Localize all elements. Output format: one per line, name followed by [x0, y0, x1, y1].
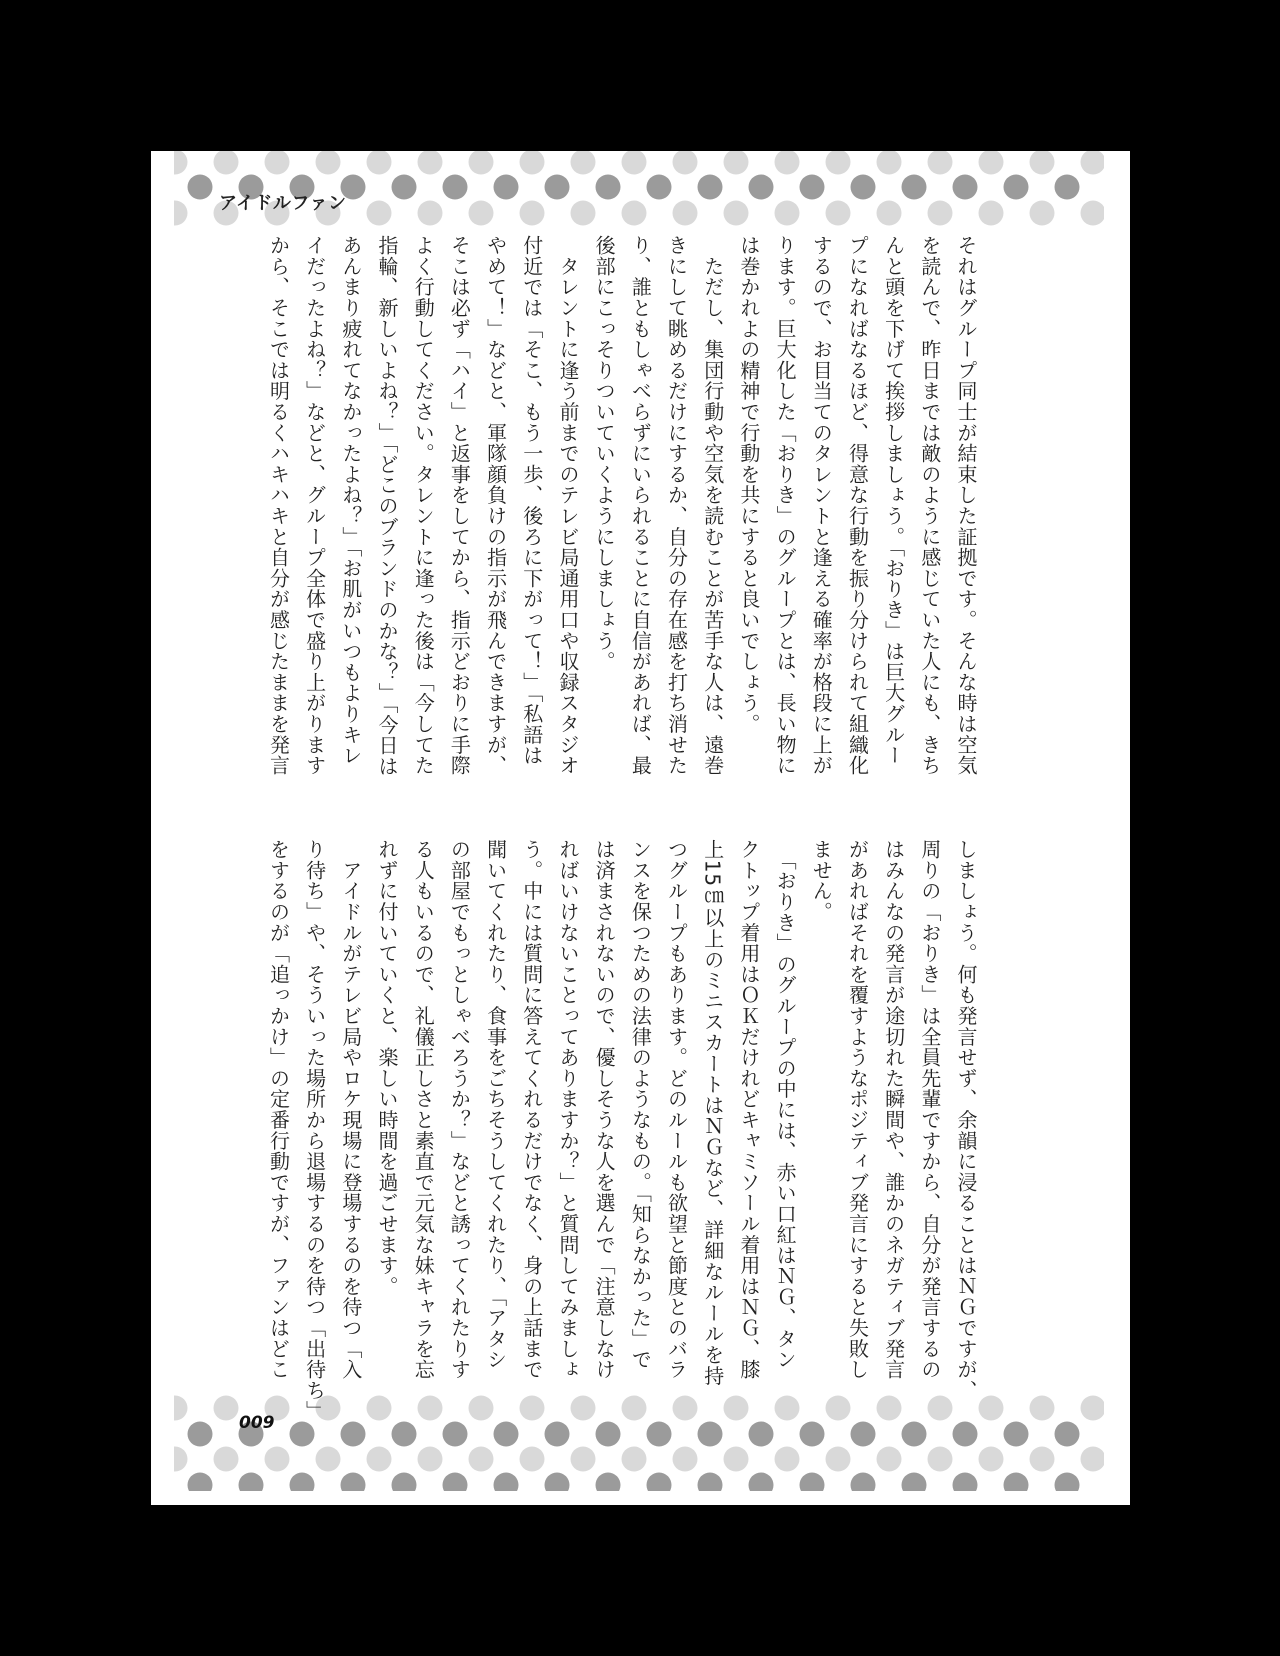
text-column: は巻かれよの精神で行動を共にすると良いでしょう。	[736, 235, 761, 735]
dark-dot	[749, 175, 774, 200]
light-dot	[775, 1447, 800, 1472]
light-dot	[316, 1447, 341, 1472]
light-dot	[1081, 201, 1106, 226]
light-dot	[877, 201, 902, 226]
light-dot	[979, 201, 1004, 226]
light-dot	[877, 1447, 902, 1472]
dark-dot	[800, 1473, 825, 1498]
dark-dot	[1004, 1473, 1029, 1498]
text-column: するので、お目当てのタレントと逢える確率が格段に上が	[809, 235, 834, 776]
dark-dot	[596, 1422, 621, 1447]
text-column: り待ち」や、そういった場所から退場するのを待つ「出待ち」	[302, 839, 327, 1422]
text-column: 指輪、新しいよね？」「どこのブランドのかな？」「今日は	[375, 235, 399, 777]
dark-dot	[698, 1473, 723, 1498]
dark-dot	[851, 175, 876, 200]
light-dot	[928, 1447, 953, 1472]
text-column: があればそれを覆すようなポジティブ発言にすると失敗し	[845, 839, 870, 1380]
dark-dot	[902, 1422, 927, 1447]
text-column: それはグループ同士が結束した証拠です。そんな時は空気	[954, 235, 978, 776]
text-column: クトップ着用はＯＫだけれどキャミソール着用はＮＧ、膝	[736, 839, 761, 1380]
light-dot	[469, 151, 494, 175]
light-dot	[622, 1447, 647, 1472]
light-dot	[163, 1396, 188, 1421]
light-dot	[1030, 1396, 1055, 1421]
text-column: ません。	[809, 839, 834, 923]
light-dot	[418, 201, 443, 226]
light-dot	[163, 201, 188, 226]
text-column: れずに付いていくと、楽しい時間を過ごせます。	[375, 839, 399, 1297]
text-column: よく行動してください。タレントに逢った後は「今してた	[411, 235, 436, 776]
dark-dot	[902, 1473, 927, 1498]
light-dot	[163, 1447, 188, 1472]
page-number: 009	[239, 1413, 275, 1433]
text-column: をするのが「追っかけ」の定番行動ですが、ファンはどこ	[266, 839, 291, 1380]
light-dot	[1081, 1447, 1106, 1472]
light-dot	[367, 201, 392, 226]
dark-dot	[596, 175, 621, 200]
light-dot	[724, 1447, 749, 1472]
text-column: 「おりき」のグループの中には、赤い口紅はＮＧ、タン	[773, 839, 798, 1370]
dark-dot	[341, 1422, 366, 1447]
text-column: 付近では「そこ、もう一歩、後ろに下がって！」「私語は	[519, 235, 544, 766]
dark-dot	[800, 1422, 825, 1447]
dark-dot	[341, 1473, 366, 1498]
dark-dot	[545, 1473, 570, 1498]
text-column: タレントに逢う前までのテレビ局通用口や収録スタジオ	[555, 235, 580, 776]
light-dot	[724, 151, 749, 175]
dark-dot	[494, 1473, 519, 1498]
light-dot	[367, 1447, 392, 1472]
light-dot	[1081, 151, 1106, 175]
light-dot	[214, 151, 239, 175]
dark-dot	[800, 175, 825, 200]
text-block-bottom	[260, 839, 984, 1422]
dark-dot	[494, 175, 519, 200]
light-dot	[214, 1447, 239, 1472]
dark-dot	[392, 175, 417, 200]
text-column: う。中には質問に答えてくれるだけでなく、身の上話まで	[519, 839, 544, 1380]
light-dot	[775, 151, 800, 175]
dark-dot	[1055, 175, 1080, 200]
dark-dot	[698, 1422, 723, 1447]
dark-dot	[290, 1473, 315, 1498]
text-column: 聞いてくれたり、食事をごちそうしてくれたり、「アタシ	[483, 839, 508, 1370]
running-header: アイドルファン	[219, 193, 347, 214]
light-dot	[418, 1447, 443, 1472]
dark-dot	[902, 175, 927, 200]
light-dot	[826, 201, 851, 226]
dark-dot	[953, 1422, 978, 1447]
dark-dot	[851, 1422, 876, 1447]
light-dot	[520, 201, 545, 226]
light-dot	[571, 201, 596, 226]
book-page	[151, 151, 1130, 1505]
text-column: ります。巨大化した「おりき」のグループとは、長い物に	[773, 235, 798, 776]
light-dot	[979, 151, 1004, 175]
dark-dot	[749, 1422, 774, 1447]
text-column: の部屋でもっとしゃべろうか？」などと誘ってくれたりす	[447, 839, 472, 1380]
text-column: 周りの「おりき」は全員先輩ですから、自分が発言するの	[917, 839, 942, 1380]
text-column: を読んで、昨日までは敵のように感じていた人にも、きち	[917, 235, 942, 776]
dark-dot	[188, 175, 213, 200]
light-dot	[673, 1447, 698, 1472]
text-column: しましょう。何も発言せず、余韻に浸ることはＮＧですが、	[954, 839, 978, 1401]
dark-dot	[392, 1422, 417, 1447]
dark-dot	[290, 1422, 315, 1447]
light-dot	[724, 201, 749, 226]
light-dot	[520, 1447, 545, 1472]
text-column: きにして眺めるだけにするか、自分の存在感を打ち消せた	[664, 235, 689, 776]
text-column: ればいけないことってありますか？」と質問してみましょ	[555, 839, 580, 1380]
dark-dot	[647, 1422, 672, 1447]
light-dot	[877, 151, 902, 175]
light-dot	[928, 151, 953, 175]
text-column: ンスを保つための法律のようなもの。「知らなかった」で	[628, 839, 653, 1370]
light-dot	[1030, 151, 1055, 175]
light-dot	[1030, 201, 1055, 226]
light-dot	[979, 1447, 1004, 1472]
light-dot	[928, 201, 953, 226]
light-dot	[316, 151, 341, 175]
text-block-top	[260, 235, 984, 810]
dark-dot	[1055, 1473, 1080, 1498]
light-dot	[265, 151, 290, 175]
light-dot	[214, 1396, 239, 1421]
dark-dot	[953, 1473, 978, 1498]
text-column: イだったよね？」などと、グループ全体で盛り上がります	[302, 235, 327, 776]
text-column: つグループもあります。どのルールも欲望と節度とのバラ	[664, 839, 689, 1380]
dark-dot	[953, 175, 978, 200]
text-column: 後部にこっそりついていくようにしましょう。	[592, 235, 617, 672]
light-dot	[418, 151, 443, 175]
light-dot	[469, 1447, 494, 1472]
dark-dot	[851, 1473, 876, 1498]
light-dot	[673, 151, 698, 175]
text-column: から、そこでは明るくハキハキと自分が感じたままを発言	[266, 235, 291, 776]
dark-dot	[698, 175, 723, 200]
text-column: あんまり疲れてなかったよね？」「お肌がいつもよりキレ	[338, 235, 363, 766]
dark-dot	[392, 1473, 417, 1498]
text-column: は済まされないので、優しそうな人を選んで「注意しなけ	[592, 839, 617, 1380]
light-dot	[826, 151, 851, 175]
dark-dot	[749, 1473, 774, 1498]
text-column: プになればなるほど、得意な行動を振り分けられて組織化	[845, 235, 870, 776]
dark-dot	[1004, 175, 1029, 200]
dark-dot	[443, 175, 468, 200]
dark-dot	[596, 1473, 621, 1498]
dark-dot	[443, 1473, 468, 1498]
dark-dot	[545, 175, 570, 200]
light-dot	[673, 201, 698, 226]
light-dot	[775, 201, 800, 226]
light-dot	[622, 201, 647, 226]
text-column: はみんなの発言が途切れた瞬間や、誰かのネガティブ発言	[881, 839, 906, 1380]
text-column: んと頭を下げて挨拶しましょう。「おりき」は巨大グルー	[881, 235, 906, 766]
dark-dot	[545, 1422, 570, 1447]
dark-dot	[494, 1422, 519, 1447]
dark-dot	[1055, 1422, 1080, 1447]
text-column: 上15㎝以上のミニスカートはＮＧなど、詳細なルールを持	[700, 839, 725, 1387]
text-column: そこは必ず「ハイ」と返事をしてから、指示どおりに手際	[447, 235, 472, 776]
dark-dot	[1004, 1422, 1029, 1447]
text-column: ただし、集団行動や空気を読むことが苦手な人は、遠巻	[700, 235, 725, 776]
dark-dot	[188, 1473, 213, 1498]
light-dot	[571, 1447, 596, 1472]
light-dot	[571, 151, 596, 175]
light-dot	[826, 1447, 851, 1472]
light-dot	[367, 151, 392, 175]
light-dot	[265, 1447, 290, 1472]
light-dot	[1081, 1396, 1106, 1421]
text-column: やめて！」などと、軍隊顔負けの指示が飛んできますが、	[483, 235, 508, 776]
dark-dot	[188, 1422, 213, 1447]
dark-dot	[443, 1422, 468, 1447]
text-column: り、誰ともしゃべらずにいられることに自信があれば、最	[628, 235, 653, 776]
light-dot	[520, 151, 545, 175]
light-dot	[1030, 1447, 1055, 1472]
dark-dot	[647, 175, 672, 200]
dark-dot	[647, 1473, 672, 1498]
text-column: る人もいるので、礼儀正しさと素直で元気な妹キャラを忘	[411, 839, 436, 1380]
light-dot	[163, 151, 188, 175]
dark-dot	[239, 1473, 264, 1498]
text-column: アイドルがテレビ局やロケ現場に登場するのを待つ「入	[338, 839, 363, 1380]
light-dot	[469, 201, 494, 226]
light-dot	[622, 151, 647, 175]
